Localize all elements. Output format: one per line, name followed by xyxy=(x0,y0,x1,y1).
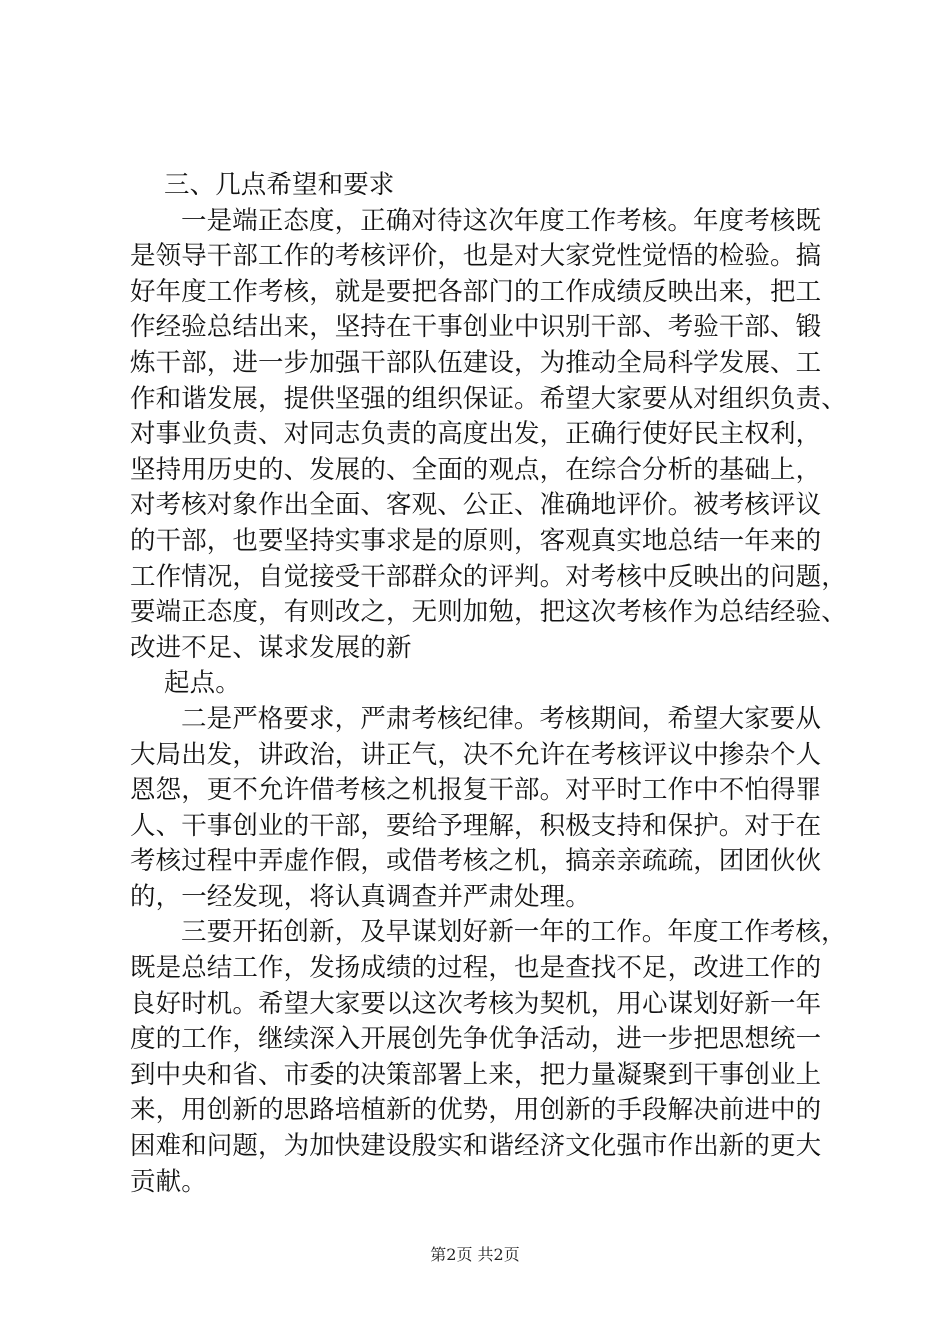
paragraph-line: 二是严格要求，严肃考核纪律。考核期间，希望大家要从 xyxy=(181,703,822,734)
page-number-footer: 第2页 共2页 xyxy=(430,1245,520,1264)
paragraph-line: 到中央和省、市委的决策部署上来，把力量凝聚到干事创业上 xyxy=(130,1059,822,1090)
paragraph-line: 贡献。 xyxy=(130,1166,207,1197)
paragraph-line: 来，用创新的思路培植新的优势，用创新的手段解决前进中的 xyxy=(130,1095,822,1126)
paragraph-line: 恩怨，更不允许借考核之机报复干部。对平时工作中不怕得罪 xyxy=(130,775,822,806)
paragraph-line: 作和谐发展，提供坚强的组织保证。希望大家要从对组织负责、 xyxy=(130,383,847,414)
paragraph-line: 困难和问题，为加快建设殷实和谐经济文化强市作出新的更大 xyxy=(130,1131,822,1162)
paragraph-line: 大局出发，讲政治，讲正气，决不允许在考核评议中掺杂个人 xyxy=(130,739,822,770)
section-heading: 三、几点希望和要求 xyxy=(164,170,395,200)
paragraph-line: 好年度工作考核，就是要把各部门的工作成绩反映出来，把工 xyxy=(130,276,822,307)
paragraph-line: 起点。 xyxy=(164,668,241,699)
paragraph-line: 是领导干部工作的考核评价，也是对大家党性觉悟的检验。搞 xyxy=(130,241,822,272)
document-body xyxy=(130,168,847,1200)
paragraph-line: 既是总结工作，发扬成绩的过程，也是查找不足，改进工作的 xyxy=(130,953,822,984)
paragraph-line: 炼干部，进一步加强干部队伍建设，为推动全局科学发展、工 xyxy=(130,347,822,378)
paragraph-line: 度的工作，继续深入开展创先争优争活动，进一步把思想统一 xyxy=(130,1024,822,1055)
paragraph-line: 对考核对象作出全面、客观、公正、准确地评价。被考核评议 xyxy=(130,490,822,521)
paragraph-line: 考核过程中弄虚作假，或借考核之机，搞亲亲疏疏，团团伙伙 xyxy=(130,846,822,877)
paragraph-line: 一是端正态度，正确对待这次年度工作考核。年度考核既 xyxy=(181,205,822,236)
paragraph-line: 作经验总结出来，坚持在干事创业中识别干部、考验干部、锻 xyxy=(130,312,822,343)
paragraph-line: 的干部，也要坚持实事求是的原则，客观真实地总结一年来的 xyxy=(130,525,822,556)
paragraph-line: 三要开拓创新，及早谋划好新一年的工作。年度工作考核， xyxy=(181,917,847,948)
paragraph-line: 要端正态度，有则改之，无则加勉，把这次考核作为总结经验、 xyxy=(130,597,847,628)
paragraph-line: 的，一经发现，将认真调查并严肃处理。 xyxy=(130,881,591,912)
paragraph-line: 人、干事创业的干部，要给予理解，积极支持和保护。对于在 xyxy=(130,810,822,841)
paragraph-line: 对事业负责、对同志负责的高度出发，正确行使好民主权利， xyxy=(130,419,822,450)
paragraph-line: 工作情况，自觉接受干部群众的评判。对考核中反映出的问题， xyxy=(130,561,847,592)
paragraph-line: 改进不足、谋求发展的新 xyxy=(130,632,412,663)
paragraph-line: 坚持用历史的、发展的、全面的观点，在综合分析的基础上， xyxy=(130,454,822,485)
paragraph-line: 良好时机。希望大家要以这次考核为契机，用心谋划好新一年 xyxy=(130,988,822,1019)
